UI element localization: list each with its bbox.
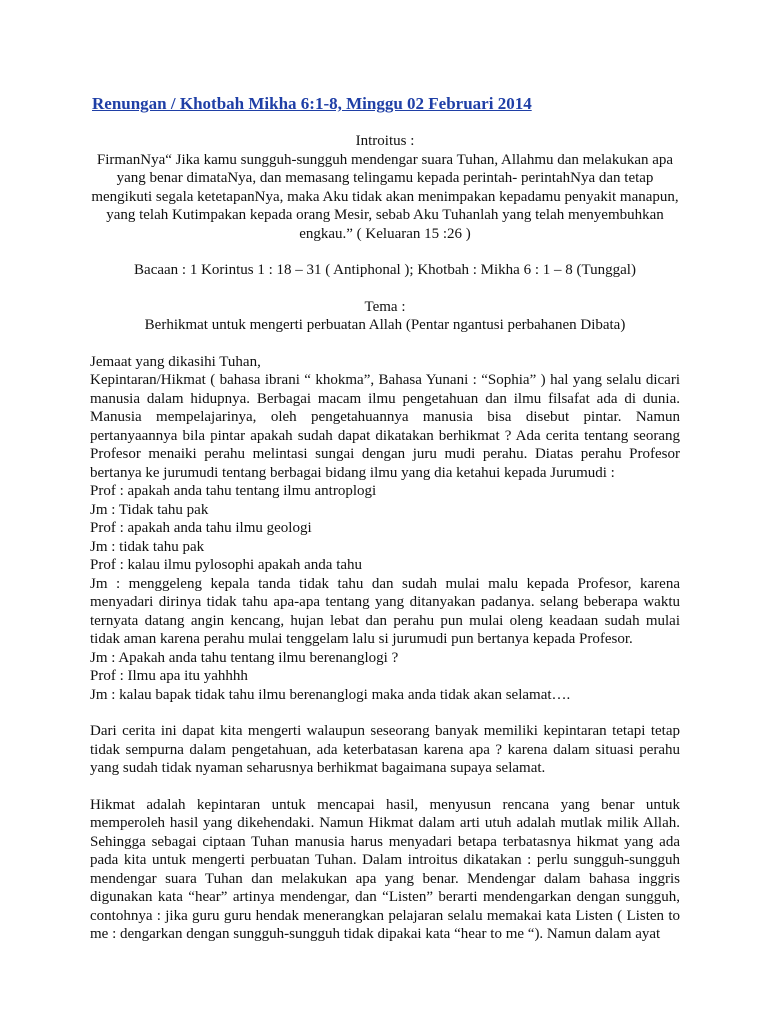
introitus-text: FirmanNya“ Jika kamu sungguh-sungguh mendengar suara Tuhan, Allahmu dan melakukan apa yang benar dimataNya, dan memasang telingamu kepada perintah- perintahNya dan tetap mengikuti segala ketetapanNya, maka Aku tidak akan menimpakan kepadamu penyakit manapun, yang telah Kutimpakan kepada orang Mesir, sebab Aku Tuhanlah yang telah menyembuhkan engkau.” ( Keluaran 15 :26 ) [91, 151, 679, 242]
dialogue-line: Prof : apakah anda tahu ilmu geologi [90, 520, 312, 536]
paragraph-1: Kepintaran/Hikmat ( bahasa ibrani “ khokma”, Bahasa Yunani : “Sophia” ) hal yang selalu dicari manusia dalam hidupnya. Berbagai macam ilmu pengetahuan dan ilmu filsafat ada di dunia. Manusia mempelajarinya, oleh pengetahuannya manusia bisa disebut pintar. Namun pertanyaannya bila pintar apakah sudah dapat dikatakan berhikmat ? Ada cerita tentang seorang Profesor menaiki perahu melintasi sungai dengan juru mudi perahu. Diatas perahu Profesor bertanya ke jurumudi tentang berbagai bidang ilmu yang dia ketahui kepada Jurumudi : [90, 372, 680, 481]
dialogue-line: Prof : Ilmu apa itu yahhhh [90, 668, 248, 684]
tema-text: Berhikmat untuk mengerti perbuatan Allah (Pentar ngantusi perbahanen Dibata) [144, 317, 626, 333]
dialogue-line: Prof : kalau ilmu pylosophi apakah anda tahu [90, 557, 363, 573]
tema-heading: Tema : [364, 298, 406, 315]
paragraph-2: Jm : menggeleng kepala tanda tidak tahu dan sudah mulai malu kepada Profesor, karena menyadari dirinya tidak tahu apa-apa tentang yang ditanyakan padanya. selang beberapa waktu ternyata datang angin kencang, hujan lebat dan perahu pun mulai oleng keadaan sudah mulai tidak aman karena perahu mulai tenggelam lalu si jurumudi pun bertanya kepada Profesor. [90, 575, 680, 647]
dialogue-line: Jm : Apakah anda tahu tentang ilmu berenanglogi ? [90, 649, 399, 666]
dialogue-line: Jm : Tidak tahu pak [90, 501, 209, 518]
dialogue-line: Jm : kalau bapak tidak tahu ilmu berenanglogi maka anda tidak akan selamat…. [90, 686, 571, 703]
dialogue-line: Jm : tidak tahu pak [90, 538, 205, 555]
dialogue-line: Prof : apakah anda tahu tentang ilmu antroplogi [90, 483, 377, 499]
introitus-heading: Introitus : [355, 133, 415, 149]
paragraph-4: Hikmat adalah kepintaran untuk mencapai hasil, menyusun rencana yang benar untuk memperoleh hasil yang dikehendaki. Namun Hikmat dalam arti utuh adalah mutlak milik Allah. Sehingga sebagai ciptaan Tuhan manusia harus menyadari betapa terbatasnya hikmat yang ada pada kita untuk mengerti perbuatan Tuhan. Dalam introitus dikatakan : perlu sungguh-sungguh mendengar suara Tuhan dan melakukan apa yang benar. Mendengar dalam bahasa inggris digunakan kata “hear” artinya mendengar, dan “Listen” berarti mendengarkan dengan sungguh, contohnya : jika guru guru hendak menerangkan pelajaran selalu memakai kata Listen ( Listen to me : dengarkan dengan sungguh-sungguh tidak dipakai kata “hear to me “). Namun dalam ayat [90, 796, 680, 942]
document-title[interactable]: Renungan / Khotbah Mikha 6:1-8, Minggu 02 Februari 2014 [92, 94, 532, 113]
bacaan-line: Bacaan : 1 Korintus 1 : 18 – 31 ( Antiphonal ); Khotbah : Mikha 6 : 1 – 8 (Tunggal) [134, 262, 636, 278]
paragraph-3: Dari cerita ini dapat kita mengerti walaupun seseorang banyak memiliki kepintaran tetapi tetap tidak sempurna dalam pengetahuan, ada keterbatasan karena apa ? karena dalam situasi perahu yang sudah tidak nyaman seharusnya berhikmat bagaimana supaya selamat. [90, 723, 680, 776]
greeting: Jemaat yang dikasihi Tuhan, [90, 353, 261, 370]
